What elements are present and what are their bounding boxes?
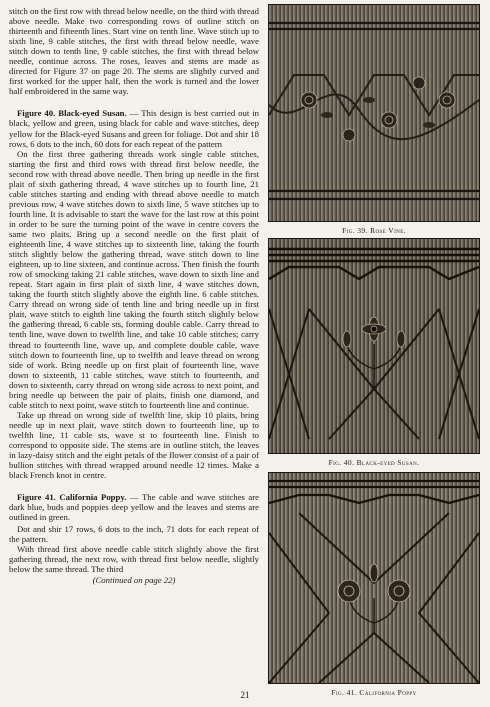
heading-figure-41: Figure 41. California Poppy. [17, 492, 127, 503]
figure-40-image [268, 238, 480, 454]
paragraph-figure-40-finish: Take up thread on wrong side of twelfth line, skip 10 plaits, bring needle up in next plait, wave stitch down to fourteenth line, up to twelfth line, 11 cable sts, wave st to fourteenth line. Finish to correspond to opposite side. The stems are in outline stitch, the leaves in lazy-daisy stitch and the eight petals of the flower consist of a pair of bullion stitches with thread wrapped around needle 12 times. Make a black French knot in centre. [9, 409, 259, 481]
paragraph-figure-40-body: On the first three gathering threads work single cable stitches, starting the first and third rows with thread first below needle, the second row with thread above needle. Then bring up needle in the first plait of sixth gathering thread, 4 wave stitches up to fourth line, 21 cable stitches starting and ending with thread above needle to match previous row, 4 wave stitches down to sixth line, 5 wave stitches up to fourth line. It is advisable to start the wave for the last row at this point in order to be sure the turning point of the wave in centre covers the same two plaits. Bring up a second needle on the first plait of eighteenth line, 4 wave stitches up to sixteenth line, taking the fourth stitch slightly below the gathering thread, wave stitch down to line eighteen, up to line sixteen, and continue across. Then finish the fourth row of smocking taking 21 cable stitches, wave down to sixth line and repeat. Start again in first plait of sixth line, 4 wave stitches down, taking the fourth stitch slightly above the eighth line. 6 cable stitches. Carry thread on wrong side of tenth line and bring needle up in first plait, wave stitch to eighth line taking the fourth stitch slightly below the gathering thread, 6 cable sts, forming double cable. Carry thread to tenth line, wave down to twelfth line, and take 10 cable stitches; carry thread to fourteenth line, wave up, and complete double cable, wave stitch down to fourteenth line, up to twelfth and leave thread on wrong side of work. Bring needle up on first plait of fourteenth line, wave down to sixteenth, 11 cable stitches, wave stitch to fourteenth, and down to sixteenth, carry thread on wrong side across to next point, and bring needle up between the pair of plaits, finish one diamond, and cable stitch to next point, wave stitch to fourteenth line and continue. [9, 148, 259, 410]
figure-41-caption: Fig. 41. California Poppy [331, 688, 417, 697]
heading-figure-40: Figure 40. Black-eyed Susan. [17, 108, 127, 119]
page-number: 21 [240, 690, 250, 700]
text-column [9, 6, 259, 585]
paragraph-figure-40-intro [9, 108, 259, 148]
paragraph-rose-vine-cont: stitch on the first row with thread below needle, on the third with thread above needle. Make two corresponding rows of outline stitch on thirteenth and fifteenth lines. Start vine on tenth line. Wave stitch up to sixth line, 9 cable stitches, the first with thread below needle, wave stitch down to tenth line, 9 cable stitches, the first with thread below needle, continue across. The roses, leaves and stems are made as directed for Figure 37 on page 20. The stems are slightly curved and first worked for the upper half, then the work is turned and the lower half embroidered in the same way. [9, 6, 259, 97]
figure-39-caption: Fig. 39. Rose Vine. [342, 226, 406, 235]
paragraph-figure-41-intro [9, 492, 259, 522]
continued-note: (Continued on page 22) [92, 574, 176, 585]
paragraph-figure-40-text: — This design is best carried out in black, yellow and green, using black for cable and wave stitches, deep yellow for the Black-eyed Susans and green for foliage. Dot and shir 18 rows, 6 dots to the inch, 60 dots for each repeat of the pattern [9, 108, 259, 149]
paragraph-figure-41-dots: Dot and shir 17 rows, 6 dots to the inch, 71 dots for each repeat of the pattern. [9, 524, 259, 545]
figure-41-image [268, 472, 480, 684]
figure-40-caption: Fig. 40. Black-eyed Susan. [328, 458, 420, 467]
paragraph-figure-41-text: — The cable and wave stitches are dark blue, buds and poppies deep yellow and the leaves and stems are outlined in green. [9, 492, 259, 523]
figure-41 [268, 472, 480, 697]
figure-39-image [268, 4, 480, 222]
paragraph-figure-41-body: With thread first above needle cable stitch slightly above the first gathering thread, the next row, with thread first below needle, slightly below the same thread. The third [9, 544, 259, 575]
figure-39 [268, 4, 480, 235]
figure-40 [268, 238, 480, 467]
